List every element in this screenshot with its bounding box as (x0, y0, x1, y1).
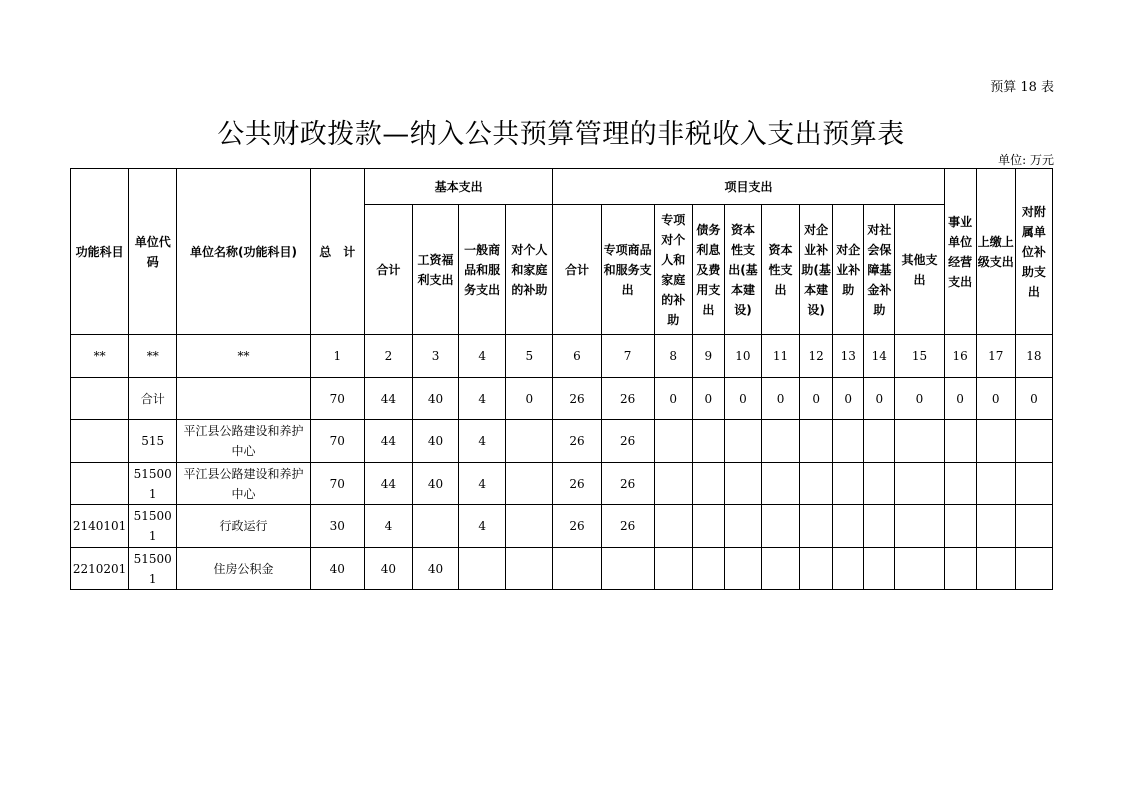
index-cell: 7 (601, 335, 654, 378)
index-cell: ** (71, 335, 129, 378)
header-project: 项目支出 (553, 169, 944, 205)
table-cell: 40 (364, 548, 412, 590)
table-cell: 0 (895, 378, 944, 420)
cell-unit-name: 平江县公路建设和养护中心 (177, 420, 310, 463)
table-cell (976, 505, 1015, 548)
project-col: 债务利息及费用支出 (692, 205, 724, 335)
table-cell: 0 (864, 378, 895, 420)
header-total: 总 计 (310, 169, 364, 335)
table-cell (800, 463, 833, 505)
table-cell: 0 (833, 378, 864, 420)
index-cell: 18 (1015, 335, 1052, 378)
table-cell (724, 420, 761, 463)
table-cell (724, 505, 761, 548)
table-cell: 26 (553, 463, 601, 505)
table-cell (762, 420, 800, 463)
table-cell (506, 420, 553, 463)
table-row (71, 378, 1053, 420)
cell-func-code: 2210201 (71, 548, 129, 590)
index-cell: 3 (413, 335, 459, 378)
table-cell (724, 463, 761, 505)
project-col: 专项商品和服务支出 (601, 205, 654, 335)
cell-unit-code: 515001 (129, 505, 177, 548)
budget-table (70, 168, 1053, 590)
project-col: 其他支出 (895, 205, 944, 335)
table-cell: 26 (553, 420, 601, 463)
table-cell: 0 (762, 378, 800, 420)
index-cell: 2 (364, 335, 412, 378)
table-cell: 30 (310, 505, 364, 548)
table-cell (895, 548, 944, 590)
table-cell: 44 (364, 420, 412, 463)
table-cell: 4 (459, 463, 506, 505)
table-row (71, 548, 1053, 590)
table-cell: 26 (601, 505, 654, 548)
table-cell (944, 548, 976, 590)
table-cell (1015, 548, 1052, 590)
index-cell: 16 (944, 335, 976, 378)
table-cell (864, 420, 895, 463)
table-cell: 40 (310, 548, 364, 590)
cell-func-code (71, 463, 129, 505)
table-cell (895, 505, 944, 548)
table-cell: 26 (553, 505, 601, 548)
table-cell (976, 548, 1015, 590)
table-row (71, 505, 1053, 548)
cell-unit-code: 515 (129, 420, 177, 463)
table-cell: 0 (506, 378, 553, 420)
table-cell (762, 548, 800, 590)
cell-unit-code: 515001 (129, 463, 177, 505)
project-col: 合计 (553, 205, 601, 335)
table-cell (654, 505, 692, 548)
table-cell (413, 505, 459, 548)
cell-unit-name: 平江县公路建设和养护中心 (177, 463, 310, 505)
basic-col: 一般商品和服务支出 (459, 205, 506, 335)
table-cell: 0 (654, 378, 692, 420)
table-cell (800, 505, 833, 548)
table-cell (944, 420, 976, 463)
table-cell (762, 505, 800, 548)
index-cell: 5 (506, 335, 553, 378)
table-cell (895, 463, 944, 505)
table-cell: 0 (800, 378, 833, 420)
table-cell: 26 (601, 420, 654, 463)
table-cell (1015, 505, 1052, 548)
index-cell: 11 (762, 335, 800, 378)
table-cell (506, 548, 553, 590)
index-cell: 10 (724, 335, 761, 378)
index-cell: 15 (895, 335, 944, 378)
unit-label: 单位: 万元 (998, 153, 1054, 167)
table-cell: 40 (413, 420, 459, 463)
cell-func-code: 2140101 (71, 505, 129, 548)
project-col: 资本性支出(基本建设) (724, 205, 761, 335)
project-col: 对企业补助 (833, 205, 864, 335)
basic-col: 合计 (364, 205, 412, 335)
index-cell: 4 (459, 335, 506, 378)
index-cell: 1 (310, 335, 364, 378)
table-cell: 40 (413, 378, 459, 420)
header-sub: 对附属单位补助支出 (1015, 169, 1052, 335)
table-cell (692, 505, 724, 548)
header-name: 单位名称(功能科目) (177, 169, 310, 335)
table-cell (895, 420, 944, 463)
table-cell (1015, 420, 1052, 463)
table-cell (1015, 463, 1052, 505)
table-cell: 44 (364, 378, 412, 420)
basic-col: 对个人和家庭的补助 (506, 205, 553, 335)
cell-unit-name (177, 378, 310, 420)
cell-unit-name: 行政运行 (177, 505, 310, 548)
table-cell (944, 505, 976, 548)
table-cell: 26 (601, 378, 654, 420)
table-cell: 40 (413, 463, 459, 505)
table-cell: 0 (692, 378, 724, 420)
index-cell: 12 (800, 335, 833, 378)
header-row-1 (71, 169, 1053, 205)
table-cell (944, 463, 976, 505)
table-cell: 70 (310, 378, 364, 420)
table-cell (506, 505, 553, 548)
cell-func-code (71, 420, 129, 463)
project-col: 资本性支出 (762, 205, 800, 335)
table-cell (833, 548, 864, 590)
index-cell: 8 (654, 335, 692, 378)
table-cell: 26 (553, 378, 601, 420)
table-number: 预算 18 表 (990, 80, 1054, 95)
table-cell (833, 505, 864, 548)
header-basic: 基本支出 (364, 169, 553, 205)
table-row (71, 463, 1053, 505)
index-cell: 13 (833, 335, 864, 378)
index-cell: ** (177, 335, 310, 378)
cell-unit-code: 515001 (129, 548, 177, 590)
table-cell: 4 (459, 378, 506, 420)
index-cell: 6 (553, 335, 601, 378)
table-cell (976, 420, 1015, 463)
table-cell: 0 (1015, 378, 1052, 420)
table-cell (976, 463, 1015, 505)
table-cell: 70 (310, 463, 364, 505)
table-cell: 4 (459, 420, 506, 463)
project-col: 对企业补助(基本建设) (800, 205, 833, 335)
table-cell: 40 (413, 548, 459, 590)
cell-func-code (71, 378, 129, 420)
index-cell: 9 (692, 335, 724, 378)
table-cell (724, 548, 761, 590)
table-cell: 70 (310, 420, 364, 463)
index-cell: ** (129, 335, 177, 378)
index-cell: 17 (976, 335, 1015, 378)
table-row (71, 420, 1053, 463)
table-cell (601, 548, 654, 590)
table-cell: 4 (364, 505, 412, 548)
table-cell (692, 420, 724, 463)
header-upper: 上缴上级支出 (976, 169, 1015, 335)
table-cell (654, 420, 692, 463)
header-func: 功能科目 (71, 169, 129, 335)
table-cell: 26 (601, 463, 654, 505)
table-cell (654, 463, 692, 505)
table-cell (864, 463, 895, 505)
table-cell: 0 (724, 378, 761, 420)
index-row (71, 335, 1053, 378)
table-cell (864, 548, 895, 590)
table-cell (800, 548, 833, 590)
table-cell (864, 505, 895, 548)
table-cell: 44 (364, 463, 412, 505)
project-col: 专项对个人和家庭的补助 (654, 205, 692, 335)
basic-col: 工资福利支出 (413, 205, 459, 335)
table-cell (692, 548, 724, 590)
table-cell: 0 (976, 378, 1015, 420)
table-cell (833, 463, 864, 505)
header-code: 单位代码 (129, 169, 177, 335)
table-cell: 4 (459, 505, 506, 548)
table-cell (692, 463, 724, 505)
table-cell (654, 548, 692, 590)
cell-unit-code: 合计 (129, 378, 177, 420)
index-cell: 14 (864, 335, 895, 378)
header-biz: 事业单位经营支出 (944, 169, 976, 335)
table-cell (800, 420, 833, 463)
table-cell (553, 548, 601, 590)
project-col: 对社会保障基金补助 (864, 205, 895, 335)
table-cell: 0 (944, 378, 976, 420)
table-cell (762, 463, 800, 505)
cell-unit-name: 住房公积金 (177, 548, 310, 590)
table-cell (506, 463, 553, 505)
table-cell (833, 420, 864, 463)
page-title: 公共财政拨款—纳入公共预算管理的非税收入支出预算表 (217, 119, 905, 150)
table-cell (459, 548, 506, 590)
